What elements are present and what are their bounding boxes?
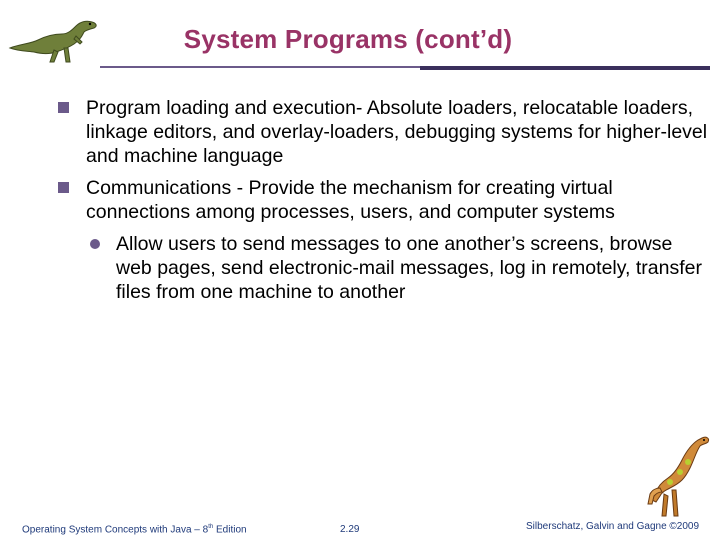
square-bullet-icon bbox=[58, 102, 69, 113]
bullet-text: Program loading and execution- Absolute loaders, relocatable loaders, linkage editors, and overlay-loaders, debugging systems for higher-level and machine language bbox=[86, 97, 708, 167]
footer-page-number: 2.29 bbox=[340, 524, 360, 535]
footer-book-title: Operating System Concepts with Java – 8th Edition bbox=[22, 524, 247, 536]
bullet-item bbox=[58, 96, 708, 168]
square-bullet-icon bbox=[58, 182, 69, 193]
sub-bullet-text: Allow users to send messages to one another’s screens, browse web pages, send electronic-mail messages, log in remotely, transfer files from one machine to another bbox=[116, 233, 702, 303]
title-rule-thick bbox=[420, 66, 710, 70]
title-rule-thin bbox=[100, 66, 420, 68]
bullet-item bbox=[58, 176, 708, 224]
dinosaur-icon bbox=[640, 432, 714, 522]
sub-bullet-item bbox=[88, 232, 708, 304]
bullet-text: Communications - Provide the mechanism for creating virtual connections among processes, users, and computer systems bbox=[86, 177, 615, 223]
round-bullet-icon bbox=[90, 239, 100, 249]
slide-content bbox=[58, 96, 708, 304]
slide-title: System Programs (cont’d) bbox=[183, 24, 513, 54]
footer-authors: Silberschatz, Galvin and Gagne ©2009 bbox=[526, 521, 700, 532]
dinosaur-icon bbox=[6, 14, 102, 66]
